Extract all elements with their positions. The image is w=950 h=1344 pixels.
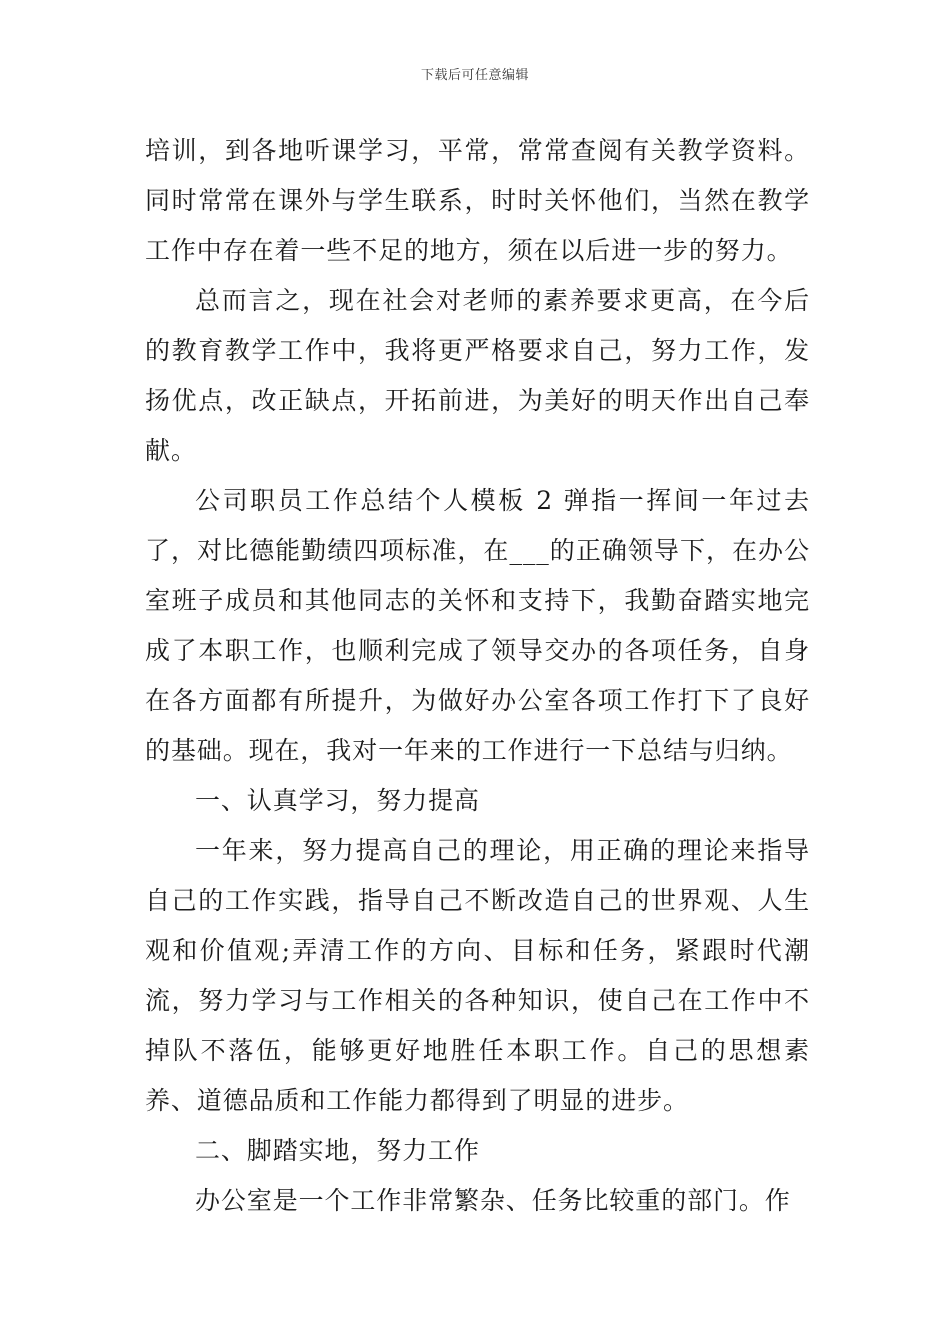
section-heading-1: 一、认真学习，努力提高 bbox=[195, 786, 480, 815]
page-header-note: 下载后可任意编辑 bbox=[420, 68, 529, 83]
paragraph-5: 办公室是一个工作非常繁杂、任务比较重的部门。作 bbox=[195, 1186, 791, 1215]
paragraph-1: 培训，到各地听课学习，平常，常常查阅有关教学资料。同时常常在课外与学生联系，时时关怀他们，当然在教学工作中存在着一些不足的地方，须在以后进一步的努力。 bbox=[145, 136, 810, 265]
paragraph-3: 公司职员工作总结个人模板 2 弹指一挥间一年过去了，对比德能勤绩四项标准，在___的正确领导下，在办公室班子成员和其他同志的关怀和支持下，我勤奋踏实地完成了本职工作，也顺利完成了领导交办的各项任务，自身在各方面都有所提升，为做好办公室各项工作打下了良好的基础。现在，我对一年来的工作进行一下总结与归纳。 bbox=[145, 486, 810, 765]
section-heading-2: 二、脚踏实地，努力工作 bbox=[195, 1136, 480, 1165]
document-body bbox=[145, 126, 810, 1226]
paragraph-2: 总而言之，现在社会对老师的素养要求更高，在今后的教育教学工作中，我将更严格要求自己，努力工作，发扬优点，改正缺点，开拓前进，为美好的明天作出自己奉献。 bbox=[145, 286, 810, 465]
paragraph-4: 一年来，努力提高自己的理论，用正确的理论来指导自己的工作实践，指导自己不断改造自己的世界观、人生观和价值观;弄清工作的方向、目标和任务，紧跟时代潮流，努力学习与工作相关的各种知识，使自己在工作中不掉队不落伍，能够更好地胜任本职工作。自己的思想素养、道德品质和工作能力都得到了明显的进步。 bbox=[145, 836, 810, 1115]
